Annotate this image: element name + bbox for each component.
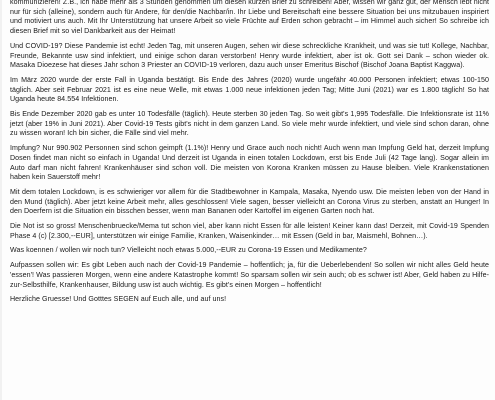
paragraph-vaccination-lockdown: Impfung? Nur 990.902 Personnen sind schon geimpft (1.1%)! Henry und Grace auch noch nicht! Auch wenn man Impfung Geld hat, derzeit Impfung Dosen findet man nicht so einfach in Uganda! Und derzeit ist Uganda in einen totalen Lockdown, erst bis Ende Juli (42 Tage lang). Sogar allein im Auto darf man nicht fahren! Krankenhäuser sind schon voll. Die meisten von Korona Kranken müssen zu Hause bleiben. Viele Krankenstationen haben kein Sauerstoff mehr! (10, 144, 489, 182)
paragraph-death-statistics: Bis Ende Dezember 2020 gab es unter 10 Todesfälle (täglich). Heute sterben 30 jeden Tag. So weit gibt's 1,995 Todesfälle. Die Infektionsrate ist 11% jetzt (aber 19% in Juni 2021). Aber Covid-19 Tests gibt's nicht in dem ganzen Land. So viele mehr wurde infektiert, und viele sind schon daran, ohne zu wissen woran! Ich bin sicher, die Fälle sind viel mehr. (10, 110, 489, 138)
paragraph-caution: Aufpassen sollen wir: Es gibt Leben auch nach der Covid-19 Pandemie – hoffentlich; ja, für die Ueberlebenden! So sollen wir nicht alles Geld heute 'essen'! Was passieren Morgen, wenn eine andere Katastrophe kommt! So sparsam sollen wir sein auch; ob es schwer ist! Aber, Geld haben zu Hilfe-zur-Selbsthilfe, Krankenhauser, Bildung usw ist auch wichtig. Es gibt's einen Morgen – hoffentlich! (10, 261, 489, 289)
paragraph-infection-statistics: Im März 2020 wurde der erste Fall in Uganda bestätigt. Bis Ende des Jahres (2020) wurde ungefähr 40.000 Personen infektiert; etwas 100-150 täglich. Aber seit Februar 2021 ist es eine neue Welle, mit etwas 1.000 neue infektionen jeden Tag; Mitte Juni (2021) war es 1.800 täglich! So hat Uganda heute 84.554 Infektionen. (10, 75, 489, 104)
page-edge (0, 0, 2, 400)
paragraph-aid-efforts: Die Not ist so gross! Menschenbruecke/Mema tut schon viel, aber kann nicht Essen für alle leisten! Keiner kann das! Derzeit, mit Covid-19 Spenden Phase 4 (c) [2.300,--EUR], unterstützen wir einige Familie, Kranken, Waisenkinder… mit Essen (Geld in bar, Maismehl, Bohnen…). (10, 222, 489, 240)
paragraph-intro: kommunizieren! Z.B., ich habe mehr als 3 Stunden genommen um diesen kurzen Brief zu schreiben! Aber, wissen wir ganz gut, der Mensch lebt nicht nur für sich (alleine), sondern auch für Andere, für den/die Nachbar/in. Ihr Liebe und Bereitschaft eine bessere Situation bei uns mitzubauen inspiriert und motiviert uns auch. Mit Ihr Unterstützung hat unsere Arbeit so viele Früchte auf Erden schon gebracht – im Himmel auch sicher! So schreibe ich diesen Brief mit so viel Dankbarkeit aus der Heimat! (10, 0, 489, 36)
paragraph-covid-situation: Und COVID-19? Diese Pandemie ist echt! Jeden Tag, mit unseren Augen, sehen wir diese schreckliche Krankheit, und was sie tut! Kollege, Nachbar, Freunde, Bekannte usw sind infektiert, und einige schon daran verstorben! Henry wurde infektiert, aber ist ok. Gott sei Dank – schon wieder ok. Masaka Dioezese hat dieses Jahr schon 3 Priester an COVID-19 verloren, dazu auch unser Emeritus Bischof (Bischof Joana Baptist Kaggwa). (10, 41, 489, 70)
paragraph-question: Was koennen / wollen wir noch tun? Vielleicht noch etwas 5.000,--EUR zu Corona-19 Essen und Medikamente? (10, 246, 367, 255)
paragraph-city-hardship: Mit dem totalen Lockdown, is es schwieriger vor allem für die Stadtbewohner in Kampala, Masaka, Nyendo usw. Die meisten leben von der Hand in den Mund (täglich). Aber jetzt keine Arbeit mehr, alles geschlossen! Viele sagen, besser vielleicht an Corona Virus zu sterben, anstatt an Hunger! In den Doerfern ist die Situation ein bisschen besser, wenn man Bananen oder Kartoffel im eigenen Garten noch hat. (10, 187, 489, 216)
paragraph-closing: Herzliche Gruesse! Und Gotttes SEGEN auf Euch alle, und auf uns! (10, 295, 227, 304)
